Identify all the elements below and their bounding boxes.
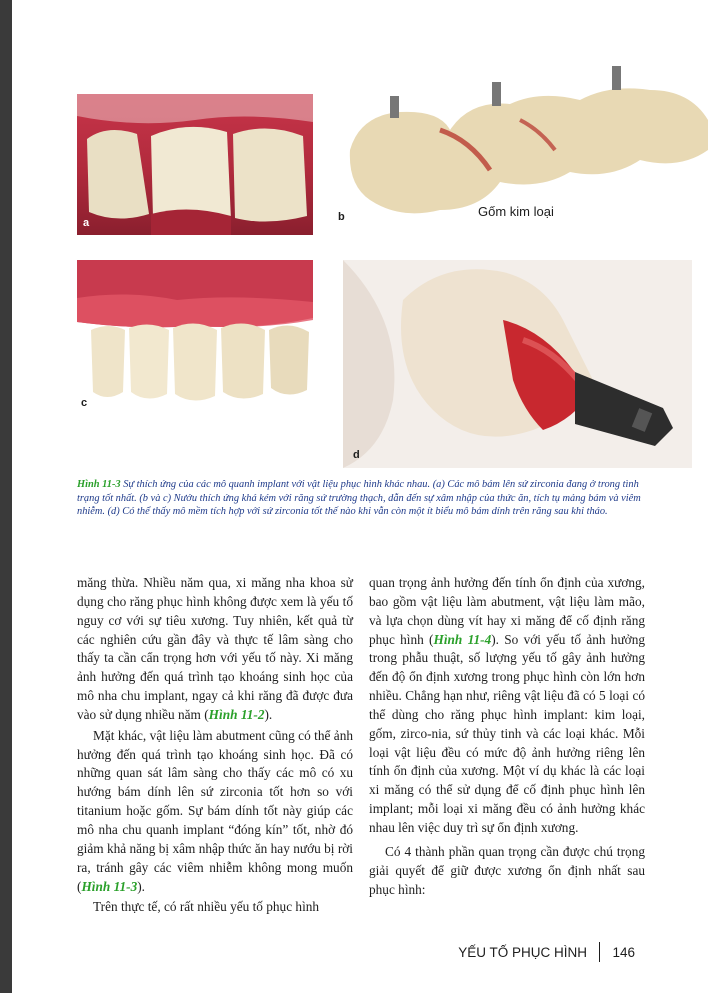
body-column-right <box>369 574 645 899</box>
page-number: 146 <box>612 944 635 960</box>
figure-caption <box>77 478 647 519</box>
photo-panel-c <box>77 260 313 409</box>
paragraph: Có 4 thành phần quan trọng cần được chú trọng giải quyết để giữ được xương ổn định nhất sau phục hình: <box>369 843 645 897</box>
photo-panel-a <box>77 94 313 235</box>
page-edge-strip <box>0 0 12 993</box>
paragraph: Trên thực tế, có rất nhiều yếu tố phục hình <box>93 899 320 915</box>
panel-b-annotation: Gốm kim loại <box>478 204 554 219</box>
text-run: quan trọng ảnh hưởng đến tính ổn định của xương, bao gồm vật liệu làm abutment, vật liệu làm mão, và lựa chọn dùng vít hay xi măng để cố định răng phục hình ( <box>369 575 645 647</box>
text-run: ). <box>137 878 145 894</box>
text-run: ). So với yếu tố ảnh hưởng trong phẫu thuật, số lượng yếu tố gây ảnh hưởng đến độ ổn định xương trong phục hình còn lớn hơn nhiều. Chẳng hạn như, riêng vật liệu đã có 5 loại có thể dùng cho răng phục hình implant: kim loại, gốm, zirco-nia, sứ thủy tinh và các loại khác. Mỗi loại vật liệu đều có mức độ ảnh hưởng riêng lên tính ổn định của xương. Một ví dụ khác là các loại xi măng có thể sử dụng để cố định phục hình lên implant; mỗi loại xi măng đều có ảnh hưởng khác nhau lên việc duy trì sự ổn định xương. <box>369 631 645 835</box>
figure-reference-link[interactable]: Hình 11-4 <box>433 631 492 647</box>
text-run: măng thừa. Nhiều năm qua, xi măng nha khoa sử dụng cho răng phục hình không được xem là yếu tố nguy cơ với sự tiêu xương. Tuy nhiên, kết quả từ các nghiên cứu gần đây và thực tế lâm sàng cho thấy ta cần cẩn trọng hơn với yếu tố này. Xi măng ảnh hưởng đến quá trình tạo khoáng sinh học của mô nha chu implant, ngay cả khi răng đã được đưa vào sử dụng nhiều năm ( <box>77 575 353 722</box>
footer-section-title: YẾU TỐ PHỤC HÌNH <box>458 944 587 960</box>
footer-separator <box>599 942 601 962</box>
text-run: Mặt khác, vật liệu làm abutment cũng có thể ảnh hưởng đến quá trình tạo khoáng sinh học. Đã có những quan sát lâm sàng cho thấy các mô có xu hướng bám dính lên sứ zirconia tốt hơn so với titanium hoặc gốm. Sự bám dính tốt này giúp các mô nha chu quanh implant “đóng kín” tốt, nhờ đó giảm khả năng bị xâm nhập thức ăn hay nướu bị rời ra, tránh gây các viêm nhiễm không mong muốn ( <box>77 727 353 894</box>
figure-reference-link[interactable]: Hình 11-3 <box>81 878 138 894</box>
panel-label-b: b <box>338 211 345 223</box>
photo-panel-d <box>343 260 692 468</box>
body-column-left <box>77 574 353 917</box>
text-run: ). <box>264 706 273 722</box>
page-footer <box>458 942 635 962</box>
caption-figure-number: Hình 11-3 <box>77 479 121 490</box>
caption-text: Sự thích ứng của các mô quanh implant với vật liệu phục hình khác nhau. (a) Các mô bám lên sứ zirconia đang ở trong tình trạng tốt nhất. (b và c) Nướu thích ứng khá kém với răng sứ trường thạch, dẫn đến sự xâm nhập của thức ăn, tích tụ mảng bám và viêm nhiễm. (d) Có thể thấy mô mềm tích hợp với sứ zirconia tốt thế nào khi vẫn còn một ít biểu mô bám dính trên răng sau khi tháo. <box>77 479 641 518</box>
paragraph <box>77 574 353 725</box>
panel-label-d: d <box>353 449 360 461</box>
panel-label-a: a <box>83 217 90 229</box>
figure-reference-link[interactable]: Hình 11-2 <box>208 706 265 722</box>
panel-label-c: c <box>81 397 88 409</box>
paragraph <box>369 574 645 838</box>
paragraph <box>77 727 353 897</box>
